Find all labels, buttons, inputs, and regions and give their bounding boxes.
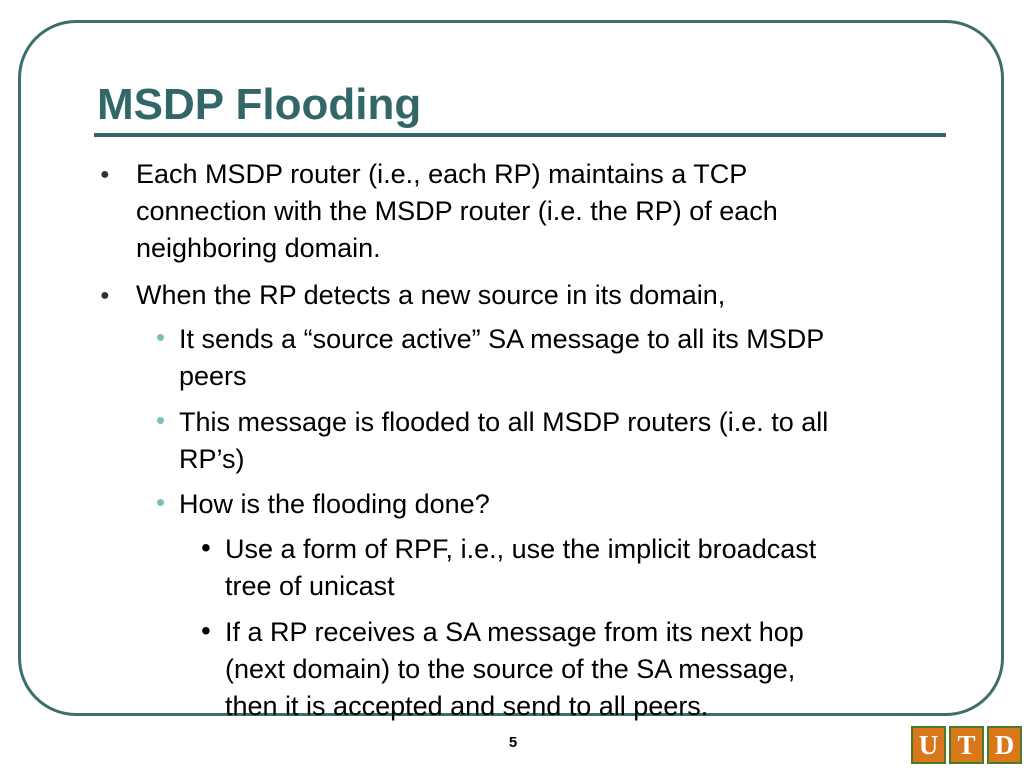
bullet-line: This message is flooded to all MSDP routers (i.e. to all	[179, 407, 829, 437]
sub-sub-bullet-dot-icon: •	[201, 615, 211, 646]
slide-title: MSDP Flooding	[97, 80, 422, 129]
sub-bullet-item	[156, 321, 825, 395]
bullet-line: When the RP detects a new source in its domain,	[136, 280, 726, 310]
bullet-line: How is the flooding done?	[179, 489, 490, 519]
bullet-line: If a RP receives a SA message from its next hop	[225, 617, 804, 647]
sub-bullet-item	[156, 486, 490, 523]
bullet-line: neighboring domain.	[136, 233, 381, 263]
bullet-dot-icon: ●	[100, 166, 110, 183]
logo-letter-u: U	[911, 726, 946, 764]
bullet-line: RP’s)	[179, 444, 245, 474]
page-number: 5	[508, 734, 518, 751]
bullet-line: (next domain) to the source of the SA message,	[225, 654, 796, 684]
sub-sub-bullet-dot-icon: •	[201, 532, 211, 563]
bullet-line: then it is accepted and send to all peers.	[225, 691, 709, 721]
sub-sub-bullet-item	[201, 531, 817, 605]
logo-letter-d: D	[987, 726, 1022, 764]
logo-letter-t: T	[949, 726, 984, 764]
sub-bullet-dot-icon: •	[156, 487, 166, 517]
bullet-item	[100, 277, 726, 314]
bullet-line: Each MSDP router (i.e., each RP) maintains a TCP	[136, 159, 748, 189]
sub-sub-bullet-item	[201, 614, 804, 725]
bullet-line: peers	[179, 361, 247, 391]
utd-logo	[911, 726, 1022, 764]
bullet-line: tree of unicast	[225, 571, 395, 601]
bullet-dot-icon: ●	[100, 287, 110, 304]
sub-bullet-dot-icon: •	[156, 405, 166, 435]
sub-bullet-item	[156, 404, 829, 478]
bullet-line: It sends a “source active” SA message to all its MSDP	[179, 324, 825, 354]
sub-bullet-dot-icon: •	[156, 322, 166, 352]
bullet-line: connection with the MSDP router (i.e. the RP) of each	[136, 196, 778, 226]
bullet-line: Use a form of RPF, i.e., use the implicit broadcast	[225, 534, 817, 564]
bullet-item	[100, 156, 778, 267]
